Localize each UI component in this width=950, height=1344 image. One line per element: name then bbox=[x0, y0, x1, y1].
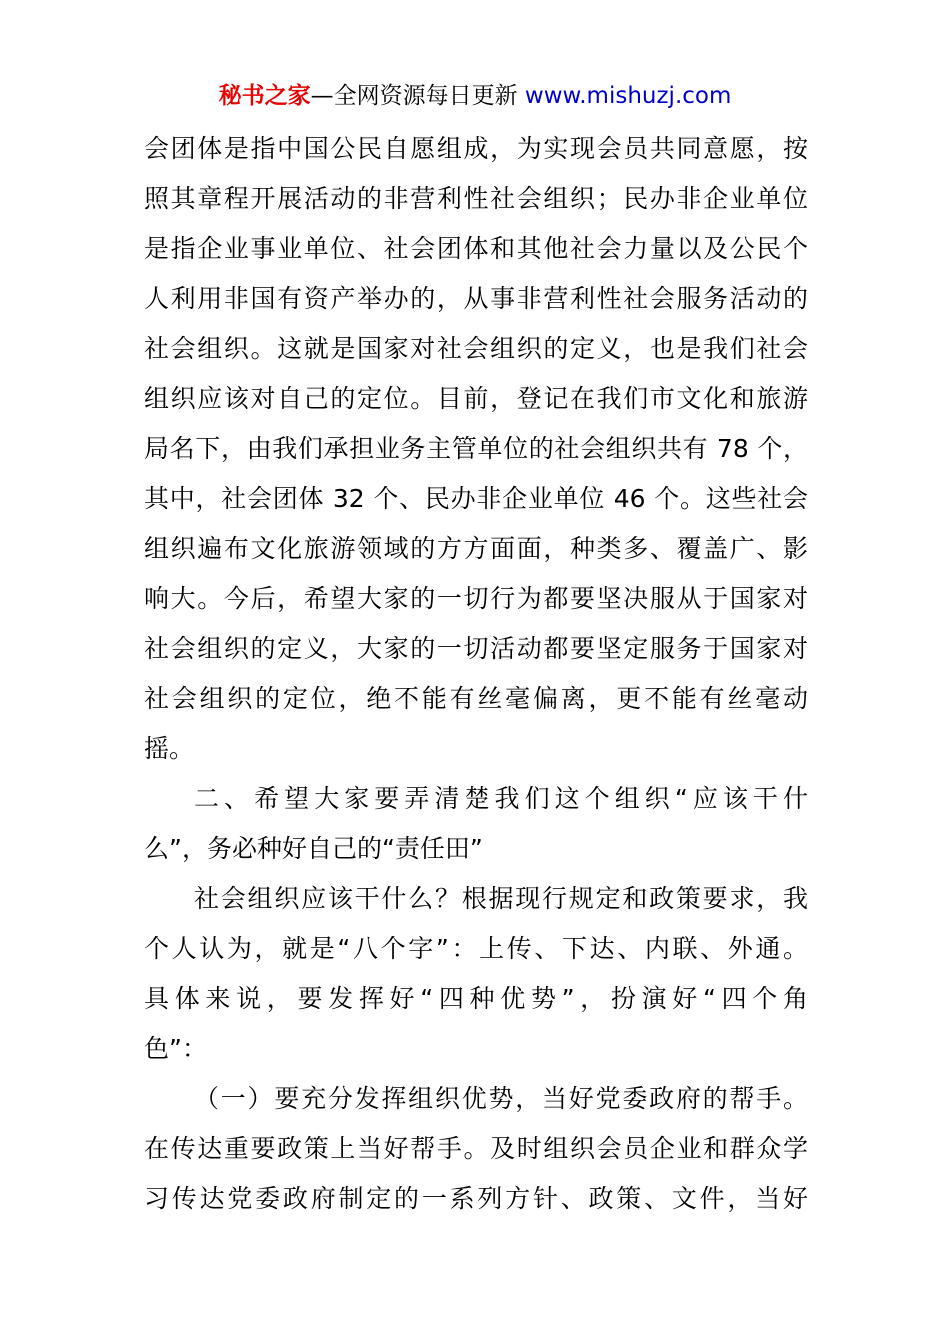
text-line: 人利用非国有资产举办的，从事非营利性社会服务活动的 bbox=[144, 284, 808, 313]
text-line: 在传达重要政策上当好帮手。及时组织会员企业和群众学 bbox=[144, 1134, 808, 1163]
text-line: 色”： bbox=[144, 1034, 207, 1063]
text-line: 会团体是指中国公民自愿组成，为实现会员共同意愿，按 bbox=[144, 134, 808, 163]
header-dash: — bbox=[310, 83, 334, 109]
text-line: 社会组织的定义，大家的一切活动都要坚定服务于国家对 bbox=[144, 634, 808, 663]
text-line: 摇。 bbox=[144, 734, 195, 763]
text-line: 响大。今后，希望大家的一切行为都要坚决服从于国家对 bbox=[144, 584, 808, 613]
text-line: 社会组织的定位，绝不能有丝毫偏离，更不能有丝毫动 bbox=[144, 684, 808, 713]
subsection-heading-line: （一）要充分发挥组织优势，当好党委政府的帮手。 bbox=[194, 1084, 808, 1113]
text-line: 具体来说，要发挥好“四种优势”，扮演好“四个角 bbox=[144, 984, 808, 1013]
text-line: 组织应该对自己的定位。目前，登记在我们市文化和旅游 bbox=[144, 384, 808, 413]
text-line: 组织遍布文化旅游领域的方方面面，种类多、覆盖广、影 bbox=[144, 534, 808, 563]
text-line: 局名下，由我们承担业务主管单位的社会组织共有 78 个， bbox=[144, 434, 808, 463]
section-heading-line: 么”，务必种好自己的“责任田” bbox=[144, 834, 483, 863]
text-line: 习传达党委政府制定的一系列方针、政策、文件，当好 bbox=[144, 1184, 808, 1213]
text-line: 照其章程开展活动的非营利性社会组织；民办非企业单位 bbox=[144, 184, 808, 213]
text-line: 社会组织。这就是国家对社会组织的定义，也是我们社会 bbox=[144, 334, 808, 363]
section-heading-line: 二、希望大家要弄清楚我们这个组织“应该干什 bbox=[194, 784, 808, 813]
document-body bbox=[144, 124, 808, 1224]
header-slogan: 全网资源每日更新 bbox=[333, 83, 525, 109]
site-header bbox=[0, 80, 950, 112]
site-brand: 秘书之家 bbox=[218, 83, 311, 109]
text-line: 其中，社会团体 32 个、民办非企业单位 46 个。这些社会 bbox=[144, 484, 808, 513]
site-url-link[interactable]: www.mishuzj.com bbox=[524, 83, 732, 109]
text-line: 社会组织应该干什么？根据现行规定和政策要求，我 bbox=[194, 884, 808, 913]
text-line: 个人认为，就是“八个字”：上传、下达、内联、外通。 bbox=[144, 934, 808, 963]
text-line: 是指企业事业单位、社会团体和其他社会力量以及公民个 bbox=[144, 234, 808, 263]
